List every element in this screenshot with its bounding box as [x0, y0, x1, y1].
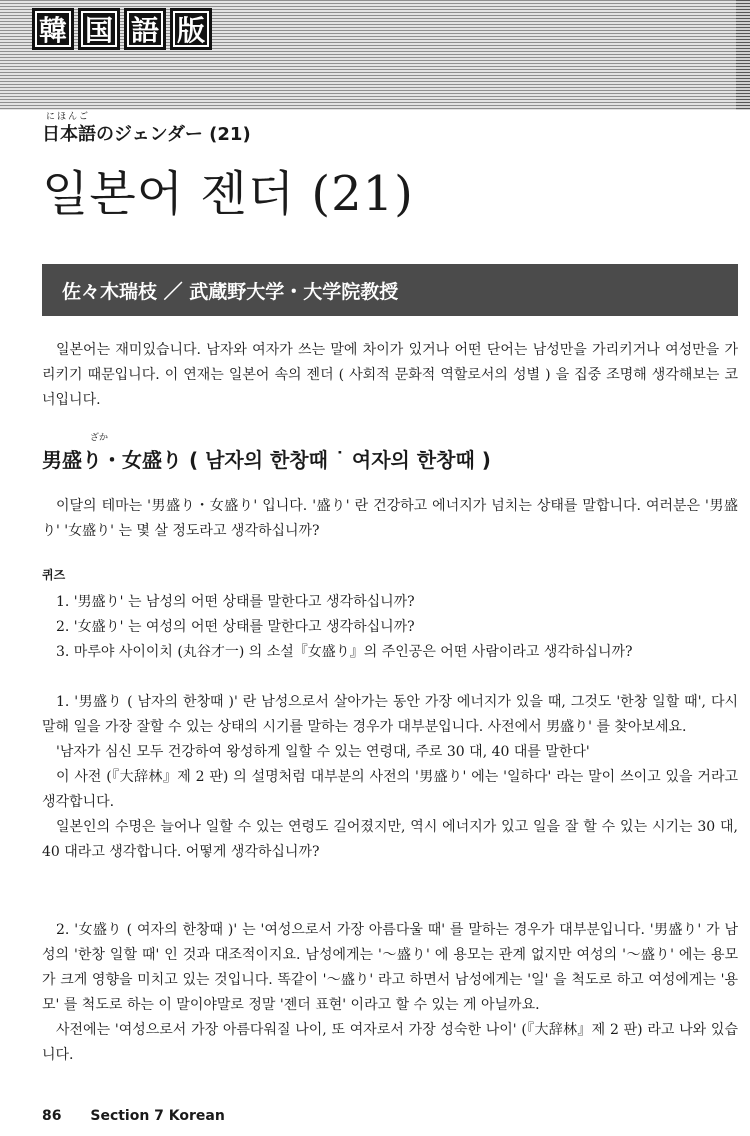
- language-tag: [32, 8, 212, 50]
- quiz-item: 3. 마루야 사이이치 (丸谷才一) 의 소설『女盛り』의 주인공은 어떤 사람이라고 생각하십니까?: [56, 644, 633, 660]
- section-label: Section 7 Korean: [90, 1108, 225, 1124]
- series-ruby: にほんご: [46, 112, 91, 122]
- section-heading: [42, 432, 491, 476]
- dictionary-quote: '남자가 심신 모두 건강하여 왕성하게 일할 수 있는 연령대, 주로 30 대, 40 대를 말한다': [56, 744, 590, 760]
- quiz-list: [56, 590, 736, 665]
- answer-2-paragraph: 2. '女盛り ( 여자의 한창때 )' 는 '여성으로서 가장 아름다울 때' 를 말하는 경우가 대부분입니다. '男盛り' 가 남성의 '한창 일할 때' 인 것과 대조적이지요. 남성에게는 '～盛り' 에 용모는 관계 없지만 여성의 '～盛り' 에는 용모가 크게 영향을 미치고 있는 것입니다. 똑같이 '～盛り' 라고 하면서 남성에게는 '일' 을 척도로 하고 여성에게는 '용모' 를 척도로 하는 이 말이야말로 정말 '젠더 표현' 이라고 할 수 있는 게 아닐까요.: [42, 922, 738, 1013]
- heading-title: 男盛り・女盛り ( 남자의 한창때 ˙ 여자의 한창때 ): [42, 448, 491, 472]
- answer-1: [42, 690, 738, 865]
- tag-char: 国: [78, 8, 120, 50]
- heading-ruby: ざか: [90, 433, 109, 443]
- quiz-item: 1. '男盛り' 는 남성의 어떤 상태를 말한다고 생각하십니까?: [56, 594, 415, 610]
- quiz-label: 퀴즈: [42, 568, 66, 582]
- tag-char: 語: [124, 8, 166, 50]
- answer-2: [42, 918, 738, 1068]
- page-title: 일본어 젠더 (21): [42, 166, 414, 222]
- theme-paragraph: [42, 494, 738, 544]
- header-band-edge: [736, 0, 750, 110]
- intro-paragraph: [42, 338, 738, 413]
- answer-1-paragraph: 일본인의 수명은 늘어나 일할 수 있는 연령도 길어졌지만, 역시 에너지가 있고 일을 잘 할 수 있는 시기는 30 대, 40 대라고 생각합니다. 어떻게 생각하십니까?: [42, 819, 738, 860]
- page-footer: [42, 1108, 225, 1124]
- theme-text: 이달의 테마는 '男盛り・女盛り' 입니다. '盛り' 란 건강하고 에너지가 넘치는 상태를 말합니다. 여러분은 '男盛り' '女盛り' 는 몇 살 정도라고 생각하십니까?: [42, 498, 738, 539]
- page-number: 86: [42, 1108, 62, 1124]
- author-bar: [42, 264, 738, 316]
- answer-1-paragraph: 1. '男盛り ( 남자의 한창때 )' 란 남성으로서 살아가는 동안 가장 에너지가 있을 때, 그것도 '한창 일할 때', 다시 말해 일을 가장 잘할 수 있는 상태의 시기를 말하는 경우가 대부분입니다. 사전에서 男盛り' 를 찾아보세요.: [42, 694, 738, 735]
- quiz-item: 2. '女盛り' 는 여성의 어떤 상태를 말한다고 생각하십니까?: [56, 619, 415, 635]
- series-title: [42, 112, 251, 148]
- series-title-text: 日本語のジェンダー (21): [42, 124, 251, 145]
- tag-char: 韓: [32, 8, 74, 50]
- intro-text: 일본어는 재미있습니다. 남자와 여자가 쓰는 말에 차이가 있거나 어떤 단어는 남성만을 가리키거나 여성만을 가리키기 때문입니다. 이 연재는 일본어 속의 젠더 ( 사회적 문화적 역할로서의 성별 ) 을 집중 조명해 생각해보는 코너입니다.: [42, 342, 738, 408]
- tag-char: 版: [170, 8, 212, 50]
- answer-2-paragraph: 사전에는 '여성으로서 가장 아름다워질 나이, 또 여자로서 가장 성숙한 나이' (『大辞林』제 2 판) 라고 나와 있습니다.: [42, 1022, 738, 1063]
- answer-1-paragraph: 이 사전 (『大辞林』제 2 판) 의 설명처럼 대부분의 사전의 '男盛り' 에는 '일하다' 라는 말이 쓰이고 있을 거라고 생각합니다.: [42, 769, 738, 810]
- author-name: 佐々木瑞枝 ／ 武蔵野大学・大学院教授: [62, 280, 399, 303]
